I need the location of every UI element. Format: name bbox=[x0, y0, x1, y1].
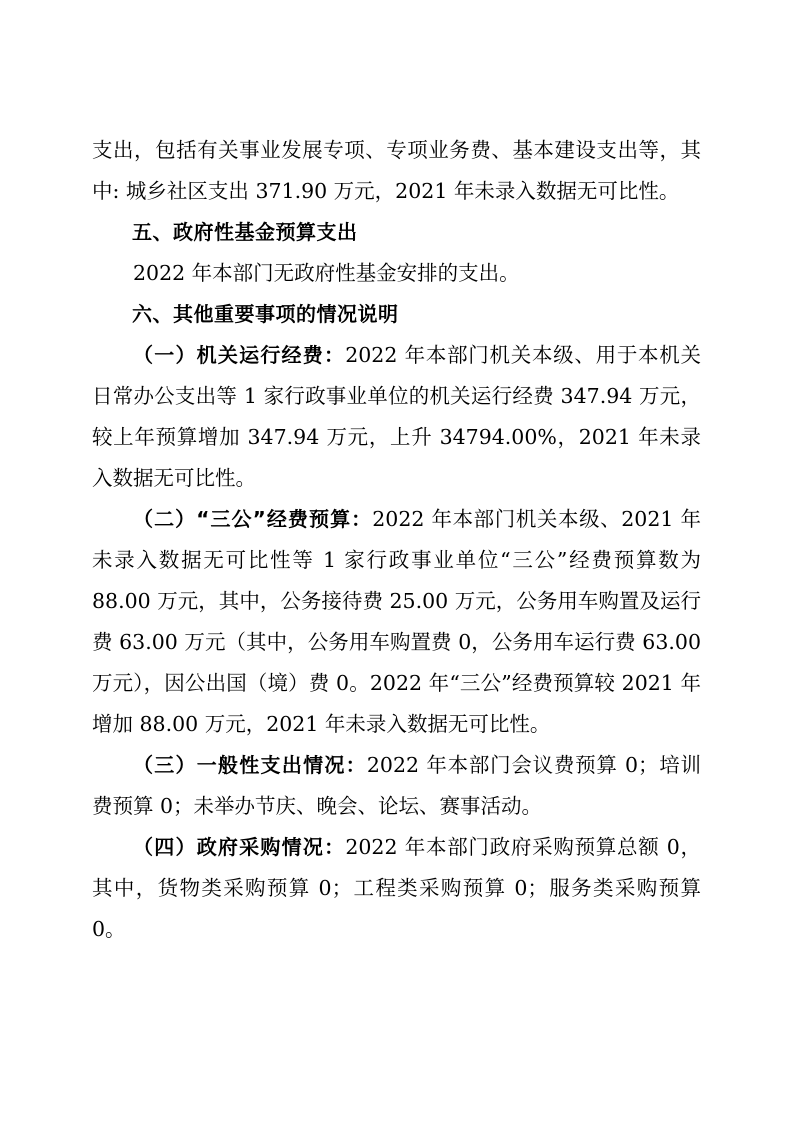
paragraph-item-four-text: 2022 年本部门政府采购预算总额 0，其中，货物类采购预算 0；工程类采购预算 0；服务类采购预算 0。 bbox=[92, 835, 702, 941]
paragraph-item-three bbox=[92, 745, 701, 827]
paragraph-item-one bbox=[92, 335, 701, 499]
paragraph-item-three-title: （三）一般性支出情况： bbox=[133, 753, 367, 777]
paragraph-item-two bbox=[92, 499, 701, 745]
paragraph-item-four bbox=[92, 827, 701, 950]
heading-section-six: 六、其他重要事项的情况说明 bbox=[132, 302, 399, 326]
document-body bbox=[92, 130, 701, 950]
paragraph-section-five-body: 2022 年本部门无政府性基金安排的支出。 bbox=[133, 261, 520, 285]
paragraph-continuation: 支出，包括有关事业发展专项、专项业务费、基本建设支出等，其中: 城乡社区支出 371.90 万元，2021 年未录入数据无可比性。 bbox=[92, 138, 701, 203]
paragraph-item-three-text: 2022 年本部门会议费预算 0；培训费预算 0；未举办节庆、晚会、论坛、赛事活动。 bbox=[92, 753, 702, 818]
paragraph-item-two-title: （二）“三公”经费预算： bbox=[133, 507, 373, 531]
heading-section-five: 五、政府性基金预算支出 bbox=[132, 220, 358, 244]
paragraph-item-one-text: 2022 年本部门机关本级、用于本机关日常办公支出等 1 家行政事业单位的机关运行经费 347.94 万元，较上年预算增加 347.94 万元，上升 34794.00%，2021 年未录入数据无可比性。 bbox=[92, 343, 702, 490]
paragraph-item-four-title: （四）政府采购情况： bbox=[133, 835, 346, 859]
paragraph-item-two-text: 2022 年本部门机关本级、2021 年未录入数据无可比性等 1 家行政事业单位“三公”经费预算数为 88.00 万元，其中，公务接待费 25.00 万元，公务用车购置及运行费 63.00 万元（其中，公务用车购置费 0，公务用车运行费 63.00 万元），因公出国（境）费 0。2022 年“三公”经费预算较 2021 年增加 88.00 万元，2021 年未录入数据无可比性。 bbox=[92, 507, 701, 736]
paragraph-item-one-title: （一）机关运行经费： bbox=[133, 343, 346, 367]
